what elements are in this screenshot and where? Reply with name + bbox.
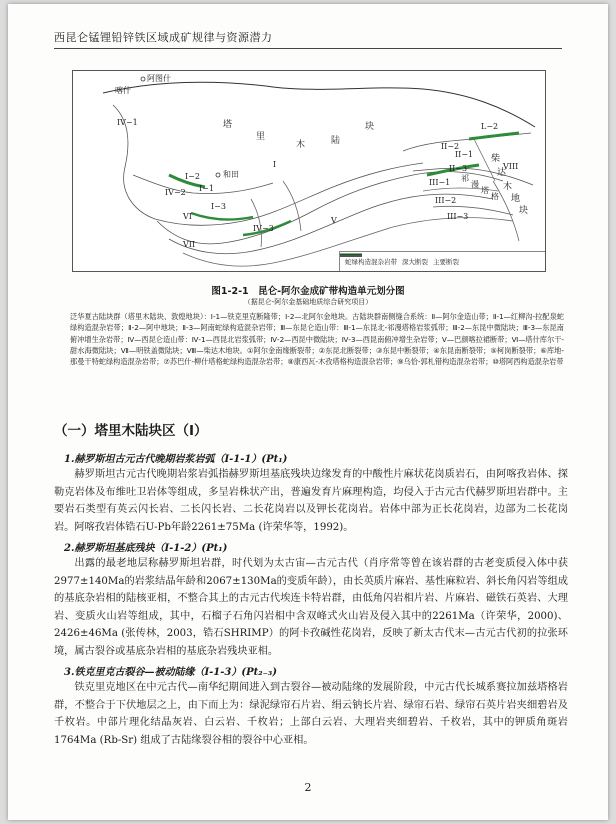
body-paragraph: 铁克里克地区在中元古代—南华纪期间进入到古裂谷—被动陆缘的发展阶段，中元古代长城系赛拉加兹塔格岩群，不整合于下伏地层之上，由下而上为：绿泥绿帘石片岩、绢云钠长片岩、绿帘石岩、绿帘石英片岩夹细碧岩及千枚岩。中部片理化结晶灰岩、白云岩、千枚岩；上部白云岩、大理岩夹细碧岩、千枚岩，其中的钾质角斑岩1764Ma (Rb-Sr) 组成了古陆缘裂谷相的裂谷中心亚相。 [54, 682, 568, 746]
figure-notes: 泛华夏古陆块群（塔里木陆块、敦煌地块）：Ⅰ-1—铁克里克断隆带；Ⅰ-2—北阿尔金地块。古陆块群南侧缝合系统：Ⅱ—阿尔金造山带；Ⅱ-1—红柳沟-拉配泉蛇绿构造混杂岩带；Ⅱ-2—阿中地块；Ⅱ-3—阿南蛇绿构造混杂岩带；Ⅲ—东昆仑造山带：Ⅲ-1—东昆北-祁漫塔格岩浆弧带；Ⅲ-2—东昆中微陆块；Ⅲ-3—东昆南俯冲增生杂岩带；Ⅳ—西昆仑造山带：Ⅳ-1—西昆北岩浆弧带；Ⅳ-2—西昆中微陆块；Ⅳ-3—西昆南俯冲增生杂岩带；Ⅴ—巴颜喀拉裙断带；Ⅵ—塔什库尔干-甜水海微陆块；Ⅶ—明铁盖微陆块；Ⅷ—柴达木地块。①阿尔金南缘断裂带；②东昆北断裂带；③东昆中断裂带；④东昆南断裂带；⑤柯岗断裂带；⑥库地-那曼干特蛇绿构造混杂岩带；⑦苏巴什-柳什塔格蛇绿构造混杂岩带；⑧康西瓦-木孜塔格构造混杂岩带；⑨乌恰-郭札错构造混杂岩带；⑩塔阿西构造混杂岩带 [70, 312, 564, 367]
map-linework [73, 71, 546, 272]
legend-item-main-fault [433, 257, 459, 266]
map-label-unit: VIII [503, 162, 519, 171]
city-marker [216, 173, 220, 177]
fault-line [251, 199, 262, 247]
figure-caption: 图1-2-1 昆仑-阿尔金成矿带构造单元划分图 [211, 286, 405, 297]
map-label-unit: L−2 [481, 122, 499, 131]
ophiolite-belt [469, 133, 519, 139]
header-rule [54, 48, 562, 49]
map-label-unit: I−1 [199, 184, 214, 193]
north-boundary [103, 82, 535, 127]
region-outline [73, 79, 543, 272]
subsection-title: 2.赫罗斯坦基底残块（Ⅰ-1-2）(Pt₁) [64, 543, 228, 554]
map-label-unit: 木 [296, 140, 306, 150]
legend-label: 深大断裂 [402, 258, 428, 266]
map-label-unit: 祁 [461, 174, 469, 183]
map-label-unit: I [273, 160, 277, 169]
legend-label: 蛇绿构造混杂岩带 [345, 258, 397, 266]
ophiolite-belt [191, 213, 253, 220]
body-paragraph: 赫罗斯坦古元古代晚期岩浆岩弧指赫罗斯坦基底残块边缘发育的中酸性片麻状花岗质岩石，由阿喀孜岩体、探勒克岩体及布维吐卫岩体等组成，多呈岩株状产出，普遍发育片麻理构造，均侵入于古元古代赫罗斯坦岩群中。主要岩石类型有英云闪长岩、二长闪长岩、二长花岗岩以及钾长花岗岩。岩体中部为正长花岗岩，边部为二长花岗岩。阿喀孜岩体锆石U-Pb年龄2261±75Ma (许荣华等，1992)。 [54, 469, 568, 533]
map-label-unit: II−1 [455, 150, 474, 159]
main-fault-symbol [340, 252, 362, 258]
map-label-unit: III−1 [429, 178, 451, 187]
fault-line [433, 206, 513, 215]
map-label-unit: II−3 [449, 164, 468, 173]
tectonic-unit-map [72, 70, 546, 272]
subsection-title: 3.铁克里克古裂谷—被动陆缘（Ⅰ-1-3）(Pt₂₋₃) [64, 667, 277, 678]
map-label-unit: V [331, 216, 337, 225]
fault-line [403, 133, 531, 151]
fault-line [113, 105, 423, 225]
map-label-unit: III−3 [447, 212, 469, 221]
page-number: 2 [304, 781, 312, 794]
map-label-unit: VII [183, 240, 196, 249]
map-label-unit: 木 [503, 182, 513, 192]
legend-item-ophiolite [345, 257, 397, 266]
map-label-unit: 块 [519, 206, 529, 216]
figure-source: （据昆仑-阿尔金基础地质综合研究项目） [243, 298, 373, 306]
map-label-unit: VI [183, 212, 192, 221]
document-page [8, 4, 608, 820]
map-label-unit: 柴 [491, 154, 501, 164]
city-marker [141, 77, 145, 81]
map-label-unit: 塔 [223, 120, 233, 130]
legend-label: 主要断裂 [433, 258, 459, 266]
map-label-city: 和田 [223, 170, 239, 179]
map-label-unit: 格 [491, 192, 499, 201]
map-label-unit: III−2 [435, 196, 457, 205]
map-label-city: 阿图什 [147, 74, 171, 83]
map-label-unit: I−3 [211, 202, 226, 211]
subsection-title: 1.赫罗斯坦古元古代晚期岩浆岩弧（Ⅰ-1-1）(Pt₁) [64, 454, 288, 465]
map-label-unit: I−2 [185, 172, 200, 181]
map-legend [339, 251, 545, 271]
map-label-unit: 漫 [471, 180, 479, 189]
map-label-unit: 块 [365, 122, 375, 132]
map-label-unit: IV−3 [253, 224, 274, 233]
map-label-unit: 达 [497, 168, 507, 178]
map-label-unit: 地 [511, 194, 521, 204]
map-label-unit: 里 [256, 132, 266, 142]
body-paragraph: 出露的最老地层称赫罗斯坦岩群，时代划为太古宙—古元古代（肖序常等曾在该岩群的古老变质侵入体中获2977±140Ma的岩浆结晶年龄和2067±130Ma的变质年龄），由长英质片麻岩、基性麻粒岩、斜长角闪岩等组成的基底杂岩相的陆核亚相，不整合其上的古元古代埃连卡特岩群，由低角闪岩相片岩、片麻岩、磁铁石英岩、大理岩、变质火山岩等组成，其中，石榴子石角闪岩相中含双峰式火山岩及侵入其中的2261Ma（许荣华，2000)、2426±46Ma (张传林，2003，锆石SHRIMP）的阿卡孜碱性花岗岩，反映了新太古代末—古元古代初的拉张环境，属古裂谷或基底杂岩相的基底杂岩残块亚相。 [54, 558, 568, 657]
map-label-city: 喀什 [115, 86, 131, 95]
legend-item-deep-fault [402, 257, 428, 266]
map-label-unit: IV−1 [117, 118, 138, 127]
map-label-unit: IV−2 [165, 188, 186, 197]
map-label-unit: 陆 [331, 136, 341, 146]
section-heading: （一）塔里木陆块区（Ⅰ） [54, 423, 208, 439]
map-label-unit: 塔 [481, 186, 489, 195]
running-head: 西昆仑锰锂铅锌铁区域成矿规律与资源潜力 [54, 31, 273, 44]
fault-line [157, 172, 503, 244]
map-label-unit: II−2 [441, 142, 460, 151]
